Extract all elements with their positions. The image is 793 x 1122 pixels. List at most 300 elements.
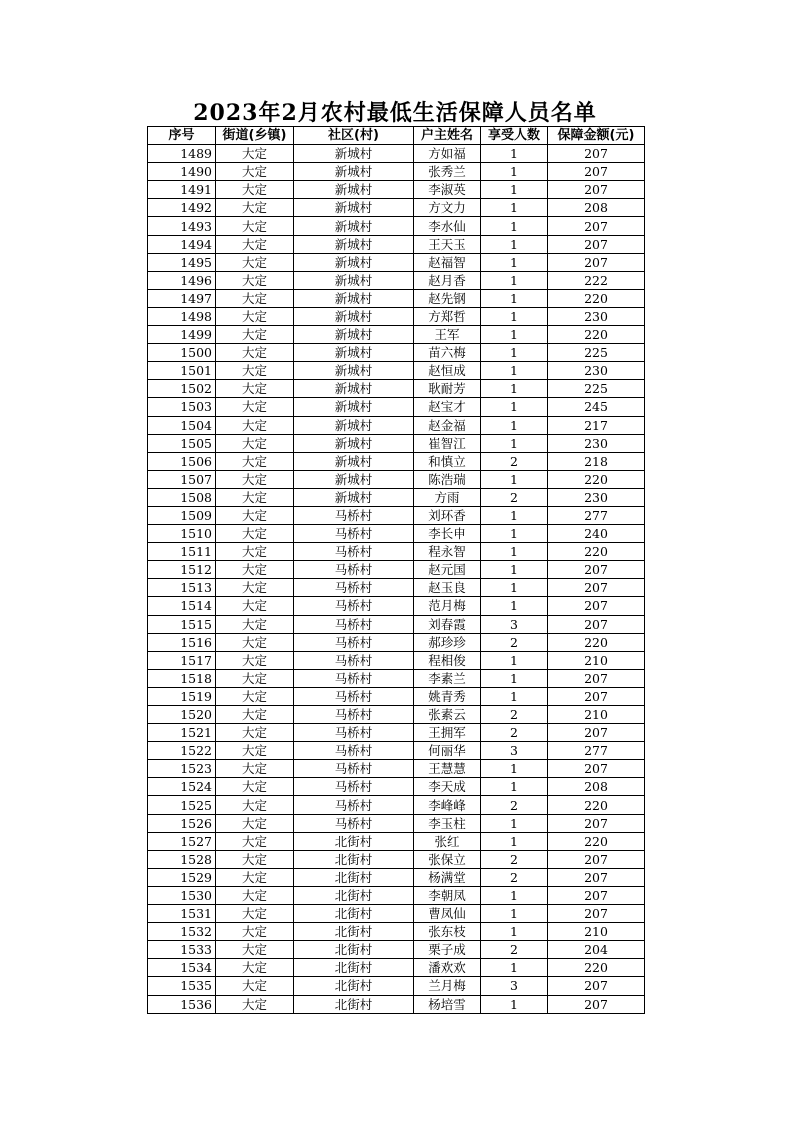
householder-name-cell: 陈浩瑞 xyxy=(414,470,481,488)
table-row xyxy=(148,199,645,217)
table-row xyxy=(148,470,645,488)
householder-name-cell: 范月梅 xyxy=(414,597,481,615)
village-cell: 北街村 xyxy=(294,923,414,941)
street-cell: 大定 xyxy=(216,959,294,977)
table-row xyxy=(148,362,645,380)
allowance-amount-cell: 230 xyxy=(548,434,645,452)
village-cell: 马桥村 xyxy=(294,814,414,832)
beneficiary-count-cell: 3 xyxy=(481,977,548,995)
beneficiary-count-cell: 1 xyxy=(481,832,548,850)
allowance-amount-cell: 222 xyxy=(548,271,645,289)
beneficiary-count-cell: 1 xyxy=(481,235,548,253)
table-row xyxy=(148,941,645,959)
beneficiary-count-cell: 1 xyxy=(481,362,548,380)
village-cell: 马桥村 xyxy=(294,543,414,561)
village-cell: 新城村 xyxy=(294,488,414,506)
beneficiary-count-cell: 1 xyxy=(481,163,548,181)
householder-name-cell: 王天玉 xyxy=(414,235,481,253)
serial-no-cell: 1530 xyxy=(148,886,216,904)
street-cell: 大定 xyxy=(216,633,294,651)
street-cell: 大定 xyxy=(216,470,294,488)
serial-no-cell: 1499 xyxy=(148,326,216,344)
street-cell: 大定 xyxy=(216,796,294,814)
beneficiary-count-cell: 1 xyxy=(481,995,548,1013)
householder-name-cell: 和慎立 xyxy=(414,452,481,470)
beneficiary-count-cell: 1 xyxy=(481,525,548,543)
table-row xyxy=(148,977,645,995)
serial-no-cell: 1522 xyxy=(148,742,216,760)
allowance-amount-cell: 207 xyxy=(548,579,645,597)
serial-no-cell: 1514 xyxy=(148,597,216,615)
street-cell: 大定 xyxy=(216,977,294,995)
village-cell: 新城村 xyxy=(294,307,414,325)
table-row xyxy=(148,289,645,307)
serial-no-cell: 1501 xyxy=(148,362,216,380)
householder-name-cell: 张秀兰 xyxy=(414,163,481,181)
table-row xyxy=(148,525,645,543)
householder-name-cell: 王慧慧 xyxy=(414,760,481,778)
beneficiary-count-cell: 1 xyxy=(481,344,548,362)
householder-name-cell: 张红 xyxy=(414,832,481,850)
beneficiary-count-cell: 3 xyxy=(481,615,548,633)
beneficiary-count-cell: 1 xyxy=(481,398,548,416)
street-cell: 大定 xyxy=(216,434,294,452)
table-row xyxy=(148,416,645,434)
householder-name-cell: 李淑英 xyxy=(414,181,481,199)
street-cell: 大定 xyxy=(216,651,294,669)
village-cell: 新城村 xyxy=(294,344,414,362)
beneficiary-count-cell: 2 xyxy=(481,633,548,651)
village-cell: 北街村 xyxy=(294,977,414,995)
householder-name-cell: 耿耐芳 xyxy=(414,380,481,398)
householder-name-cell: 李水仙 xyxy=(414,217,481,235)
table-row xyxy=(148,163,645,181)
allowance-amount-cell: 204 xyxy=(548,941,645,959)
allowance-amount-cell: 207 xyxy=(548,163,645,181)
table-row xyxy=(148,796,645,814)
village-cell: 马桥村 xyxy=(294,579,414,597)
table-row xyxy=(148,235,645,253)
header-householder-name: 户主姓名 xyxy=(414,127,481,145)
householder-name-cell: 杨满堂 xyxy=(414,868,481,886)
allowance-amount-cell: 220 xyxy=(548,959,645,977)
allowance-amount-cell: 207 xyxy=(548,253,645,271)
beneficiary-count-cell: 1 xyxy=(481,561,548,579)
householder-name-cell: 程永智 xyxy=(414,543,481,561)
allowance-amount-cell: 220 xyxy=(548,326,645,344)
householder-name-cell: 赵先钢 xyxy=(414,289,481,307)
village-cell: 北街村 xyxy=(294,959,414,977)
serial-no-cell: 1519 xyxy=(148,687,216,705)
allowance-amount-cell: 230 xyxy=(548,362,645,380)
beneficiary-count-cell: 1 xyxy=(481,199,548,217)
street-cell: 大定 xyxy=(216,760,294,778)
table-row xyxy=(148,326,645,344)
street-cell: 大定 xyxy=(216,886,294,904)
beneficiary-count-cell: 1 xyxy=(481,289,548,307)
header-community-village: 社区(村) xyxy=(294,127,414,145)
table-row xyxy=(148,380,645,398)
beneficiary-count-cell: 1 xyxy=(481,380,548,398)
table-row xyxy=(148,832,645,850)
village-cell: 马桥村 xyxy=(294,506,414,524)
street-cell: 大定 xyxy=(216,289,294,307)
table-row xyxy=(148,344,645,362)
allowance-amount-cell: 207 xyxy=(548,669,645,687)
street-cell: 大定 xyxy=(216,832,294,850)
village-cell: 马桥村 xyxy=(294,724,414,742)
serial-no-cell: 1505 xyxy=(148,434,216,452)
table-row xyxy=(148,633,645,651)
street-cell: 大定 xyxy=(216,199,294,217)
serial-no-cell: 1527 xyxy=(148,832,216,850)
allowance-amount-cell: 207 xyxy=(548,181,645,199)
street-cell: 大定 xyxy=(216,868,294,886)
street-cell: 大定 xyxy=(216,380,294,398)
allowance-amount-cell: 210 xyxy=(548,706,645,724)
street-cell: 大定 xyxy=(216,778,294,796)
table-row xyxy=(148,579,645,597)
village-cell: 马桥村 xyxy=(294,669,414,687)
street-cell: 大定 xyxy=(216,543,294,561)
street-cell: 大定 xyxy=(216,561,294,579)
allowance-amount-cell: 210 xyxy=(548,923,645,941)
householder-name-cell: 赵玉良 xyxy=(414,579,481,597)
householder-name-cell: 王拥军 xyxy=(414,724,481,742)
village-cell: 新城村 xyxy=(294,253,414,271)
street-cell: 大定 xyxy=(216,506,294,524)
householder-name-cell: 郝珍珍 xyxy=(414,633,481,651)
allowance-amount-cell: 225 xyxy=(548,344,645,362)
beneficiary-count-cell: 1 xyxy=(481,506,548,524)
allowance-amount-cell: 207 xyxy=(548,977,645,995)
beneficiary-count-cell: 1 xyxy=(481,217,548,235)
village-cell: 新城村 xyxy=(294,380,414,398)
table-row xyxy=(148,506,645,524)
street-cell: 大定 xyxy=(216,706,294,724)
serial-no-cell: 1524 xyxy=(148,778,216,796)
serial-no-cell: 1495 xyxy=(148,253,216,271)
serial-no-cell: 1517 xyxy=(148,651,216,669)
village-cell: 北街村 xyxy=(294,995,414,1013)
table-row xyxy=(148,181,645,199)
beneficiary-count-cell: 1 xyxy=(481,597,548,615)
beneficiary-count-cell: 1 xyxy=(481,760,548,778)
village-cell: 马桥村 xyxy=(294,687,414,705)
householder-name-cell: 刘环香 xyxy=(414,506,481,524)
allowance-amount-cell: 240 xyxy=(548,525,645,543)
village-cell: 马桥村 xyxy=(294,633,414,651)
village-cell: 新城村 xyxy=(294,163,414,181)
serial-no-cell: 1533 xyxy=(148,941,216,959)
table-row xyxy=(148,398,645,416)
allowance-amount-cell: 220 xyxy=(548,543,645,561)
table-row xyxy=(148,217,645,235)
street-cell: 大定 xyxy=(216,597,294,615)
beneficiary-count-cell: 1 xyxy=(481,253,548,271)
village-cell: 马桥村 xyxy=(294,651,414,669)
serial-no-cell: 1512 xyxy=(148,561,216,579)
street-cell: 大定 xyxy=(216,362,294,380)
householder-name-cell: 赵月香 xyxy=(414,271,481,289)
street-cell: 大定 xyxy=(216,452,294,470)
serial-no-cell: 1535 xyxy=(148,977,216,995)
table-row xyxy=(148,850,645,868)
serial-no-cell: 1491 xyxy=(148,181,216,199)
village-cell: 新城村 xyxy=(294,181,414,199)
beneficiary-count-cell: 2 xyxy=(481,850,548,868)
householder-name-cell: 赵福智 xyxy=(414,253,481,271)
table-row xyxy=(148,651,645,669)
allowance-amount-cell: 220 xyxy=(548,796,645,814)
table-header-row xyxy=(148,127,645,145)
beneficiary-count-cell: 1 xyxy=(481,651,548,669)
street-cell: 大定 xyxy=(216,905,294,923)
allowance-amount-cell: 230 xyxy=(548,488,645,506)
allowance-amount-cell: 220 xyxy=(548,633,645,651)
village-cell: 马桥村 xyxy=(294,561,414,579)
householder-name-cell: 何丽华 xyxy=(414,742,481,760)
serial-no-cell: 1504 xyxy=(148,416,216,434)
table-row xyxy=(148,271,645,289)
table-row xyxy=(148,778,645,796)
document-title: 2023年2月农村最低生活保障人员名单 xyxy=(193,100,597,126)
householder-name-cell: 李玉柱 xyxy=(414,814,481,832)
householder-name-cell: 张东枝 xyxy=(414,923,481,941)
street-cell: 大定 xyxy=(216,163,294,181)
serial-no-cell: 1536 xyxy=(148,995,216,1013)
village-cell: 北街村 xyxy=(294,868,414,886)
serial-no-cell: 1526 xyxy=(148,814,216,832)
village-cell: 新城村 xyxy=(294,452,414,470)
street-cell: 大定 xyxy=(216,814,294,832)
beneficiary-count-cell: 2 xyxy=(481,706,548,724)
street-cell: 大定 xyxy=(216,217,294,235)
serial-no-cell: 1532 xyxy=(148,923,216,941)
village-cell: 新城村 xyxy=(294,217,414,235)
serial-no-cell: 1531 xyxy=(148,905,216,923)
serial-no-cell: 1497 xyxy=(148,289,216,307)
serial-no-cell: 1502 xyxy=(148,380,216,398)
table-row xyxy=(148,561,645,579)
serial-no-cell: 1515 xyxy=(148,615,216,633)
street-cell: 大定 xyxy=(216,398,294,416)
village-cell: 新城村 xyxy=(294,271,414,289)
householder-name-cell: 方如福 xyxy=(414,145,481,163)
serial-no-cell: 1516 xyxy=(148,633,216,651)
allowance-amount-cell: 220 xyxy=(548,832,645,850)
street-cell: 大定 xyxy=(216,615,294,633)
householder-name-cell: 崔智江 xyxy=(414,434,481,452)
street-cell: 大定 xyxy=(216,525,294,543)
beneficiary-count-cell: 1 xyxy=(481,923,548,941)
street-cell: 大定 xyxy=(216,416,294,434)
village-cell: 马桥村 xyxy=(294,742,414,760)
householder-name-cell: 方雨 xyxy=(414,488,481,506)
table-row xyxy=(148,923,645,941)
street-cell: 大定 xyxy=(216,669,294,687)
householder-name-cell: 李长申 xyxy=(414,525,481,543)
village-cell: 北街村 xyxy=(294,941,414,959)
allowance-amount-cell: 207 xyxy=(548,905,645,923)
village-cell: 新城村 xyxy=(294,289,414,307)
street-cell: 大定 xyxy=(216,724,294,742)
serial-no-cell: 1508 xyxy=(148,488,216,506)
householder-name-cell: 方郑哲 xyxy=(414,307,481,325)
table-row xyxy=(148,145,645,163)
allowance-amount-cell: 210 xyxy=(548,651,645,669)
street-cell: 大定 xyxy=(216,579,294,597)
beneficiary-count-cell: 2 xyxy=(481,724,548,742)
street-cell: 大定 xyxy=(216,742,294,760)
householder-name-cell: 李素兰 xyxy=(414,669,481,687)
serial-no-cell: 1528 xyxy=(148,850,216,868)
village-cell: 北街村 xyxy=(294,886,414,904)
table-row xyxy=(148,434,645,452)
serial-no-cell: 1510 xyxy=(148,525,216,543)
householder-name-cell: 张保立 xyxy=(414,850,481,868)
street-cell: 大定 xyxy=(216,326,294,344)
village-cell: 新城村 xyxy=(294,326,414,344)
beneficiary-count-cell: 3 xyxy=(481,742,548,760)
village-cell: 马桥村 xyxy=(294,615,414,633)
beneficiary-table xyxy=(147,126,645,1014)
table-row xyxy=(148,724,645,742)
allowance-amount-cell: 207 xyxy=(548,814,645,832)
village-cell: 马桥村 xyxy=(294,706,414,724)
beneficiary-count-cell: 1 xyxy=(481,669,548,687)
village-cell: 马桥村 xyxy=(294,760,414,778)
serial-no-cell: 1503 xyxy=(148,398,216,416)
householder-name-cell: 刘春霞 xyxy=(414,615,481,633)
street-cell: 大定 xyxy=(216,995,294,1013)
householder-name-cell: 张素云 xyxy=(414,706,481,724)
allowance-amount-cell: 207 xyxy=(548,561,645,579)
table-row xyxy=(148,615,645,633)
allowance-amount-cell: 208 xyxy=(548,199,645,217)
householder-name-cell: 赵金福 xyxy=(414,416,481,434)
village-cell: 马桥村 xyxy=(294,597,414,615)
householder-name-cell: 李峰峰 xyxy=(414,796,481,814)
allowance-amount-cell: 207 xyxy=(548,760,645,778)
serial-no-cell: 1489 xyxy=(148,145,216,163)
serial-no-cell: 1492 xyxy=(148,199,216,217)
beneficiary-count-cell: 1 xyxy=(481,416,548,434)
beneficiary-count-cell: 1 xyxy=(481,543,548,561)
beneficiary-count-cell: 1 xyxy=(481,579,548,597)
village-cell: 新城村 xyxy=(294,470,414,488)
beneficiary-count-cell: 1 xyxy=(481,145,548,163)
householder-name-cell: 曹凤仙 xyxy=(414,905,481,923)
householder-name-cell: 苗六梅 xyxy=(414,344,481,362)
householder-name-cell: 程相俊 xyxy=(414,651,481,669)
street-cell: 大定 xyxy=(216,687,294,705)
householder-name-cell: 姚青秀 xyxy=(414,687,481,705)
serial-no-cell: 1525 xyxy=(148,796,216,814)
beneficiary-count-cell: 1 xyxy=(481,326,548,344)
allowance-amount-cell: 220 xyxy=(548,470,645,488)
table-row xyxy=(148,905,645,923)
serial-no-cell: 1511 xyxy=(148,543,216,561)
serial-no-cell: 1534 xyxy=(148,959,216,977)
street-cell: 大定 xyxy=(216,271,294,289)
allowance-amount-cell: 207 xyxy=(548,724,645,742)
street-cell: 大定 xyxy=(216,181,294,199)
beneficiary-count-cell: 1 xyxy=(481,905,548,923)
village-cell: 马桥村 xyxy=(294,778,414,796)
serial-no-cell: 1493 xyxy=(148,217,216,235)
header-beneficiary-count: 享受人数 xyxy=(481,127,548,145)
allowance-amount-cell: 225 xyxy=(548,380,645,398)
serial-no-cell: 1523 xyxy=(148,760,216,778)
beneficiary-count-cell: 2 xyxy=(481,796,548,814)
allowance-amount-cell: 207 xyxy=(548,615,645,633)
beneficiary-count-cell: 2 xyxy=(481,868,548,886)
header-street-township: 街道(乡镇) xyxy=(216,127,294,145)
beneficiary-count-cell: 1 xyxy=(481,959,548,977)
beneficiary-count-cell: 2 xyxy=(481,941,548,959)
street-cell: 大定 xyxy=(216,145,294,163)
street-cell: 大定 xyxy=(216,235,294,253)
allowance-amount-cell: 207 xyxy=(548,597,645,615)
village-cell: 马桥村 xyxy=(294,796,414,814)
beneficiary-count-cell: 2 xyxy=(481,488,548,506)
street-cell: 大定 xyxy=(216,850,294,868)
table-row xyxy=(148,868,645,886)
village-cell: 新城村 xyxy=(294,416,414,434)
serial-no-cell: 1490 xyxy=(148,163,216,181)
serial-no-cell: 1500 xyxy=(148,344,216,362)
householder-name-cell: 兰月梅 xyxy=(414,977,481,995)
beneficiary-count-cell: 1 xyxy=(481,434,548,452)
serial-no-cell: 1513 xyxy=(148,579,216,597)
table-row xyxy=(148,669,645,687)
householder-name-cell: 赵元国 xyxy=(414,561,481,579)
serial-no-cell: 1494 xyxy=(148,235,216,253)
table-row xyxy=(148,488,645,506)
allowance-amount-cell: 207 xyxy=(548,687,645,705)
village-cell: 北街村 xyxy=(294,905,414,923)
allowance-amount-cell: 218 xyxy=(548,452,645,470)
householder-name-cell: 潘欢欢 xyxy=(414,959,481,977)
village-cell: 新城村 xyxy=(294,434,414,452)
village-cell: 新城村 xyxy=(294,235,414,253)
header-serial-no: 序号 xyxy=(148,127,216,145)
beneficiary-count-cell: 1 xyxy=(481,778,548,796)
village-cell: 新城村 xyxy=(294,398,414,416)
table-row xyxy=(148,687,645,705)
serial-no-cell: 1509 xyxy=(148,506,216,524)
serial-no-cell: 1496 xyxy=(148,271,216,289)
serial-no-cell: 1498 xyxy=(148,307,216,325)
householder-name-cell: 李天成 xyxy=(414,778,481,796)
table-row xyxy=(148,597,645,615)
village-cell: 新城村 xyxy=(294,362,414,380)
table-row xyxy=(148,307,645,325)
beneficiary-count-cell: 1 xyxy=(481,470,548,488)
beneficiary-count-cell: 1 xyxy=(481,886,548,904)
serial-no-cell: 1518 xyxy=(148,669,216,687)
beneficiary-count-cell: 1 xyxy=(481,307,548,325)
allowance-amount-cell: 207 xyxy=(548,235,645,253)
serial-no-cell: 1506 xyxy=(148,452,216,470)
table-row xyxy=(148,995,645,1013)
village-cell: 北街村 xyxy=(294,832,414,850)
street-cell: 大定 xyxy=(216,253,294,271)
table-row xyxy=(148,253,645,271)
allowance-amount-cell: 245 xyxy=(548,398,645,416)
serial-no-cell: 1507 xyxy=(148,470,216,488)
